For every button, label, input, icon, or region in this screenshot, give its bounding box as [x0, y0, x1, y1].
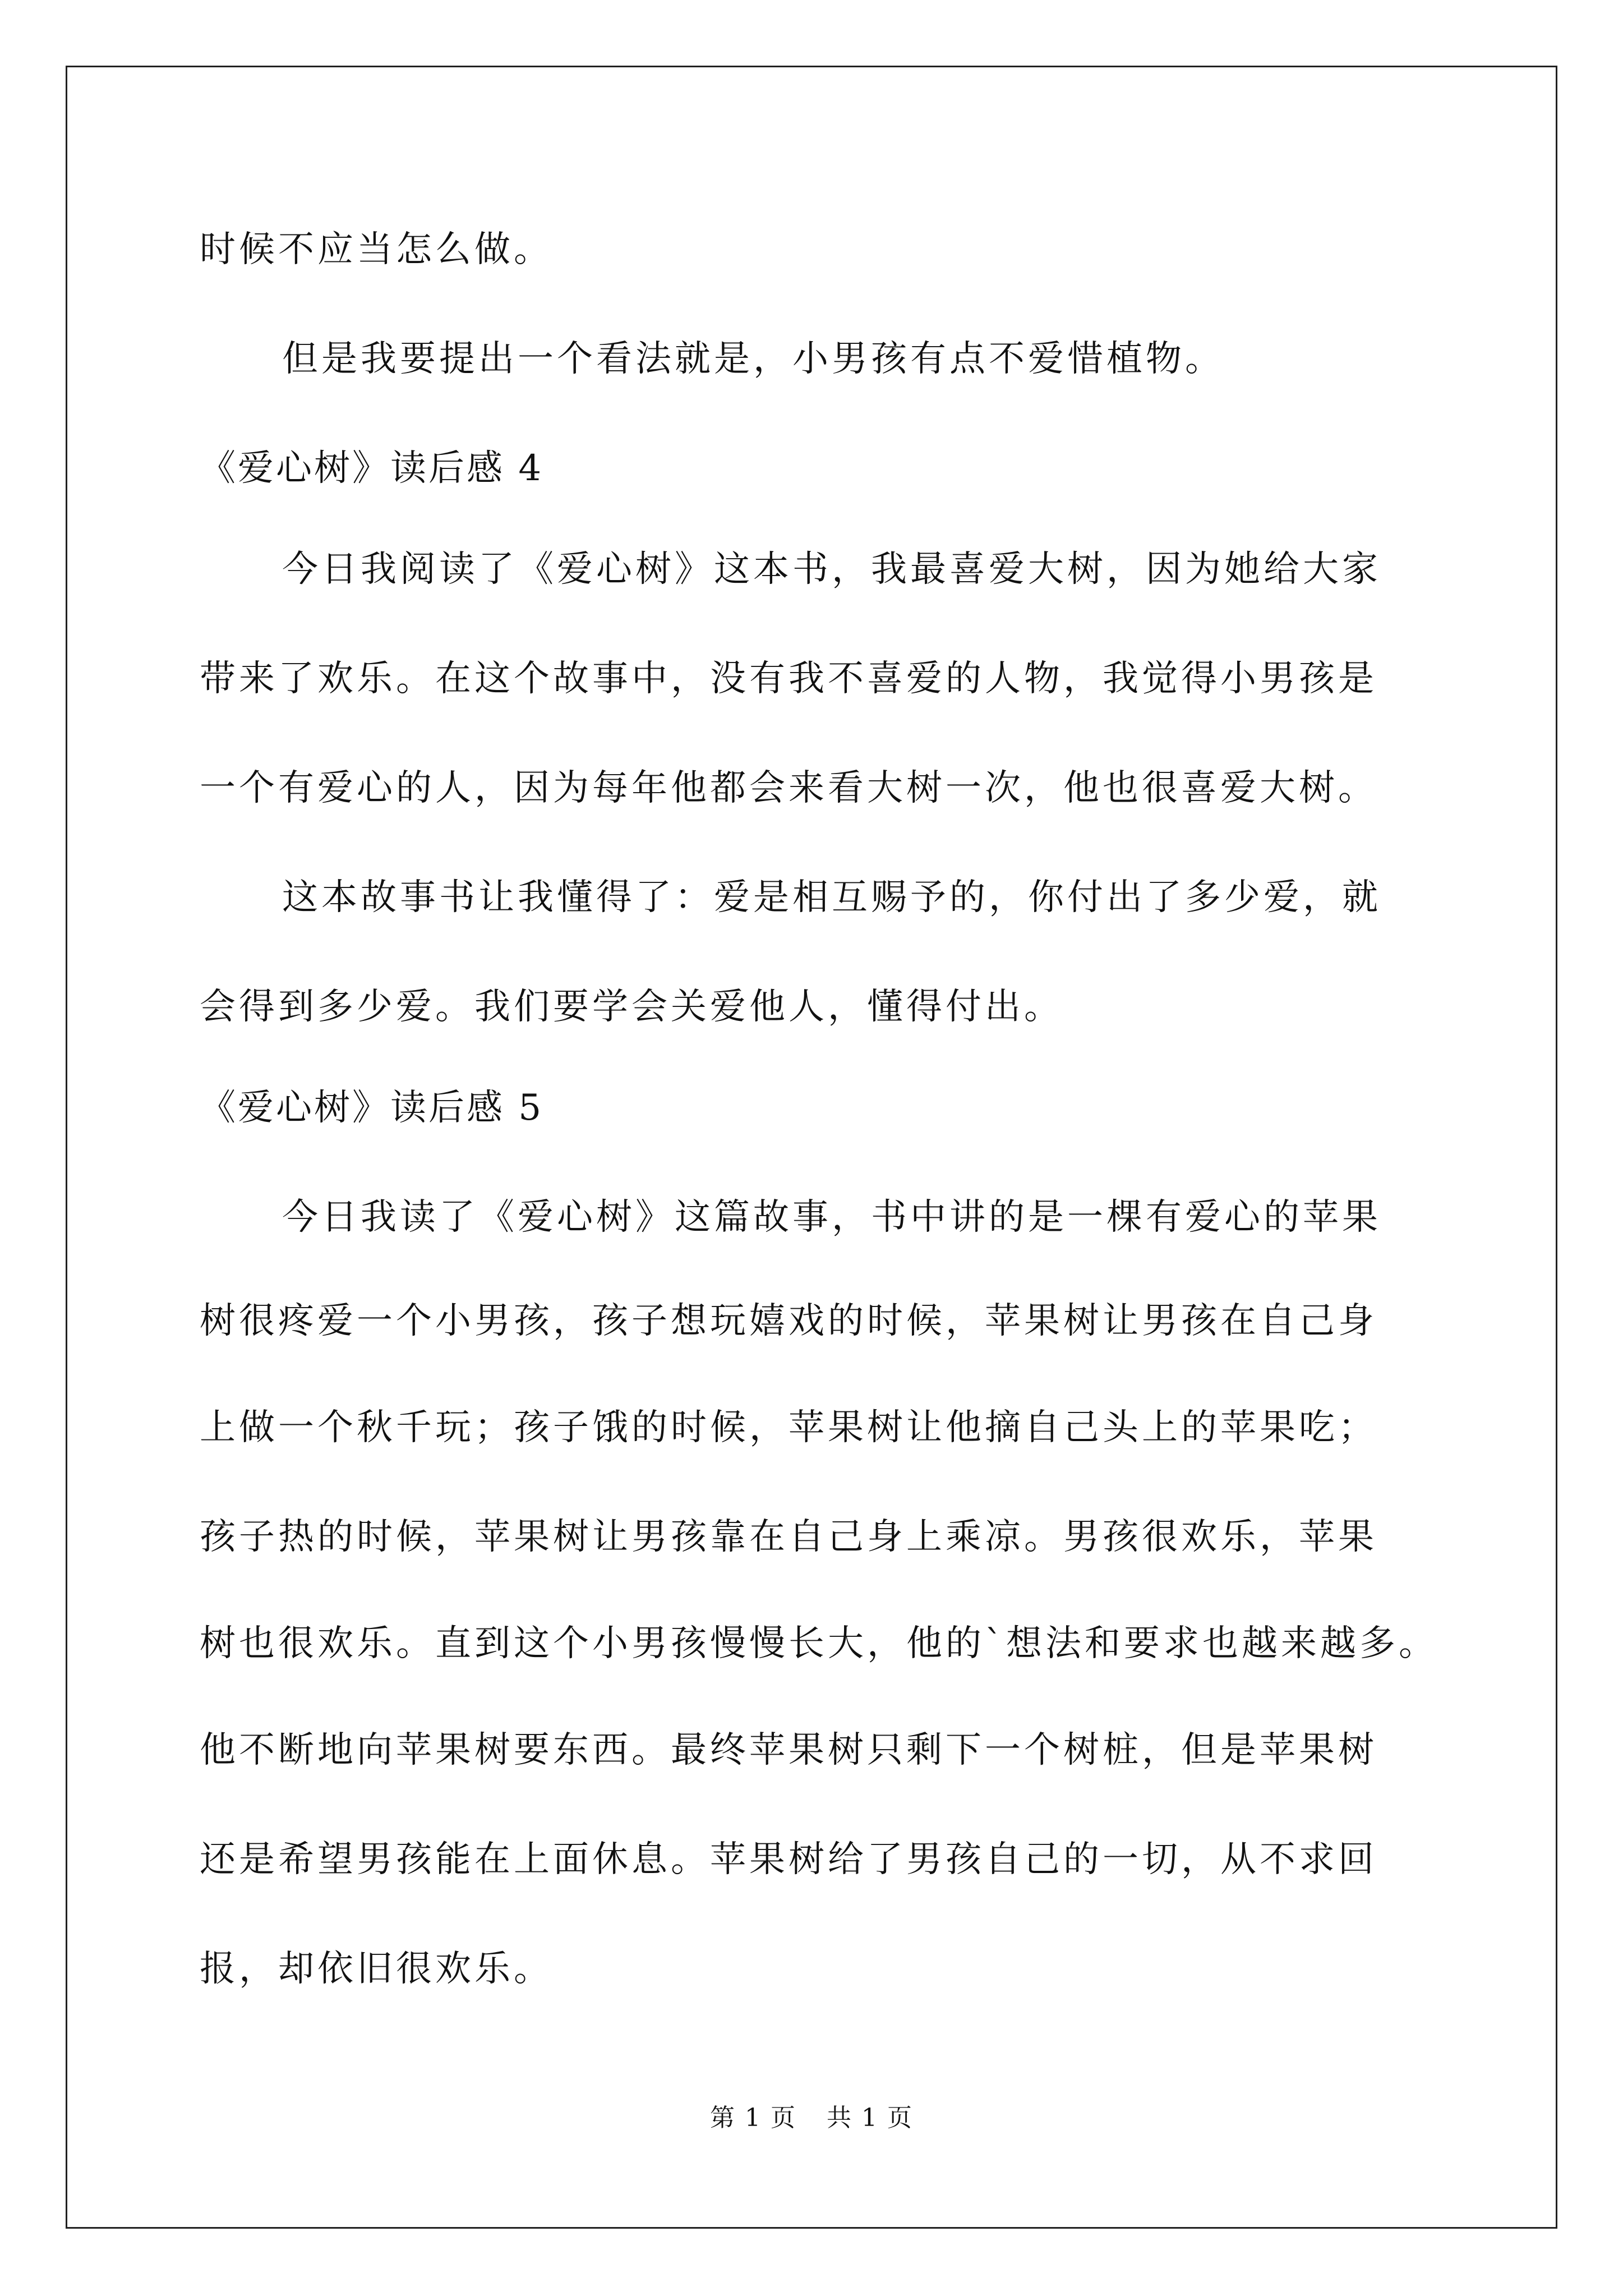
paragraph-line: 他不断地向苹果树要东西。最终苹果树只剩下一个树桩，但是苹果树: [200, 1729, 1377, 1771]
paragraph-line: 孩子热的时候，苹果树让男孩靠在自己身上乘凉。男孩很欢乐，苹果: [200, 1516, 1377, 1558]
page-frame: [66, 66, 1557, 2229]
paragraph-line: 这本故事书让我懂得了：爱是相互赐予的，你付出了多少爱，就: [282, 877, 1381, 918]
page-total: 共 1 页: [827, 2104, 913, 2132]
paragraph-line: 但是我要提出一个看法就是，小男孩有点不爱惜植物。: [282, 338, 1224, 380]
section-heading: 《爱心树》读后感 5: [200, 1087, 544, 1129]
paragraph-line: 上做一个秋千玩；孩子饿的时候，苹果树让他摘自己头上的苹果吃；: [200, 1407, 1377, 1448]
page-number: 第 1 页: [710, 2104, 796, 2132]
paragraph-line: 带来了欢乐。在这个故事中，没有我不喜爱的人物，我觉得小男孩是: [200, 658, 1377, 700]
paragraph-line: 树也很欢乐。直到这个小男孩慢慢长大，他的`想法和要求也越来越多。: [200, 1623, 1438, 1664]
paragraph-line: 今日我阅读了《爱心树》这本书，我最喜爱大树，因为她给大家: [282, 549, 1381, 590]
paragraph-line: 会得到多少爱。我们要学会关爱他人，懂得付出。: [200, 986, 1063, 1028]
page-footer: [0, 2102, 1623, 2134]
paragraph-line: 时候不应当怎么做。: [200, 229, 553, 270]
paragraph-line: 今日我读了《爱心树》这篇故事，书中讲的是一棵有爱心的苹果: [282, 1197, 1381, 1238]
paragraph-line: 还是希望男孩能在上面休息。苹果树给了男孩自己的一切，从不求回: [200, 1839, 1377, 1880]
paragraph-line: 树很疼爱一个小男孩，孩子想玩嬉戏的时候，苹果树让男孩在自己身: [200, 1300, 1377, 1342]
section-heading: 《爱心树》读后感 4: [200, 448, 544, 489]
paragraph-line: 报，却依旧很欢乐。: [200, 1948, 553, 1990]
paragraph-line: 一个有爱心的人，因为每年他都会来看大树一次，他也很喜爱大树。: [200, 767, 1377, 809]
